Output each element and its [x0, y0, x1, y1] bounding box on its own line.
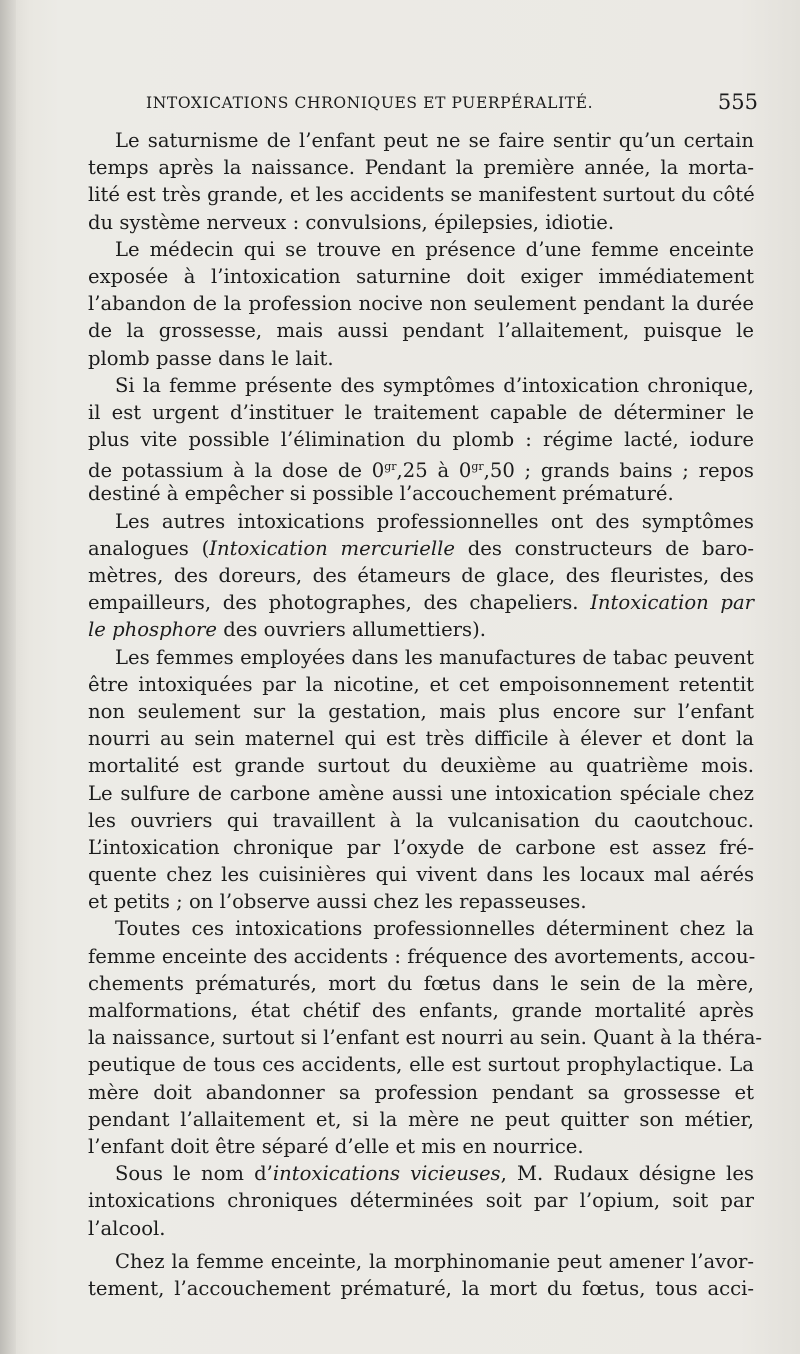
running-header-title: INTOXICATIONS CHRONIQUES ET PUERPÉRALITÉ. — [146, 94, 594, 112]
text-line: Les femmes employées dans les manufactures de tabac peuvent — [115, 645, 754, 669]
text-line: malformations, état chétif des enfants, grande mortalité après — [88, 999, 754, 1022]
text-line: quente chez les cuisinières qui vivent dans les locaux mal aérés — [88, 863, 754, 887]
text-line: l’abandon de la profession nocive non seulement pendant la durée — [88, 292, 754, 316]
paragraph-8 — [88, 1248, 754, 1302]
paragraph-5 — [88, 644, 754, 916]
text-line: L’intoxication chronique par l’oxyde de carbone est assez fré- — [88, 835, 754, 859]
text-line: mortalité est grande surtout du deuxième au quatrième mois. — [88, 754, 754, 778]
text-line-with-italic: empailleurs, des photographes, des chapeliers. Intoxication par — [88, 591, 754, 615]
text-line: et petits ; on l’observe aussi chez les repasseuses. — [88, 890, 587, 914]
text-line: destiné à empêcher si possible l’accouchement prématuré. — [88, 482, 674, 506]
text-line: mètres, des doreurs, des étameurs de glace, des fleuristes, des — [88, 564, 754, 587]
superscript-unit: gr — [471, 460, 484, 474]
italic-phrase: intoxications vicieuses — [272, 1162, 501, 1186]
superscript-unit: gr — [384, 460, 397, 474]
italic-phrase: Intoxication par — [590, 591, 754, 615]
text-line: Toutes ces intoxications professionnelles déterminent chez la — [115, 917, 754, 941]
paragraph-6 — [88, 915, 762, 1160]
text-line: temps après la naissance. Pendant la première année, la morta- — [88, 156, 754, 180]
text-line: femme enceinte des accidents : fréquence des avortements, accou- — [88, 944, 756, 968]
text-line-with-italic: analogues (Intoxication mercurielle des constructeurs de baro- — [88, 536, 755, 560]
text-line: peutique de tous ces accidents, elle est surtout prophylactique. La — [88, 1053, 754, 1077]
paragraph-2 — [88, 236, 754, 372]
body-text — [88, 127, 762, 1302]
text-line: nourri au sein maternel qui est très difficile à élever et dont la — [88, 727, 754, 751]
text-line: Si la femme présente des symptômes d’intoxication chronique, — [115, 373, 754, 397]
text-line: l’enfant doit être séparé d’elle et mis en nourrice. — [88, 1134, 584, 1158]
text-line: tement, l’accouchement prématuré, la mort du fœtus, tous acci- — [88, 1276, 754, 1300]
text-line: les ouvriers qui travaillent à la vulcanisation du caoutchouc. — [88, 808, 754, 832]
text-line: de la grossesse, mais aussi pendant l’allaitement, puisque le — [88, 319, 754, 343]
text-line: pendant l’allaitement et, si la mère ne peut quitter son métier, — [88, 1107, 754, 1131]
italic-phrase: Intoxication mercurielle — [209, 536, 456, 560]
text-line: intoxications chroniques déterminées soit par l’opium, soit par — [88, 1189, 754, 1213]
page-number: 555 — [717, 90, 758, 114]
text-line: du système nerveux : convulsions, épilepsies, idiotie. — [88, 210, 615, 234]
text-line: il est urgent d’instituer le traitement capable de déterminer le — [88, 400, 754, 424]
text-line: plus vite possible l’élimination du plomb : régime lacté, iodure — [88, 428, 754, 452]
text-line: plomb passe dans le lait. — [88, 346, 334, 370]
text-line: Le sulfure de carbone amène aussi une intoxication spéciale chez — [88, 781, 754, 805]
text-line: exposée à l’intoxication saturnine doit exiger immédiatement — [88, 264, 754, 288]
text-line: l’alcool. — [88, 1216, 166, 1240]
text-line: être intoxiquées par la nicotine, et cet empoisonnement retentit — [88, 672, 754, 696]
text-line-with-italic: Sous le nom d’intoxications vicieuses, M. Rudaux désigne les — [115, 1162, 754, 1186]
text-line: Chez la femme enceinte, la morphinomanie peut amener l’avor- — [115, 1249, 754, 1273]
paragraph-1 — [88, 127, 754, 236]
text-line: de potassium à la dose de $0^{gr},25$ à $0^{gr},50$ ; grands bains ; repos — [88, 459, 754, 483]
text-line: Le saturnisme de l’enfant peut ne se faire sentir qu’un certain — [115, 129, 754, 152]
text-line: non seulement sur la gestation, mais plus encore sur l’enfant — [88, 699, 754, 723]
text-line: mère doit abandonner sa profession pendant sa grossesse et — [88, 1080, 754, 1104]
paragraph-7 — [88, 1160, 754, 1242]
text-line: lité est très grande, et les accidents se manifestent surtout du côté — [88, 183, 755, 207]
paragraph-3 — [88, 372, 754, 508]
italic-phrase: le phosphore — [88, 618, 218, 642]
paragraph-4 — [88, 508, 754, 644]
text-line: chements prématurés, mort du fœtus dans le sein de la mère, — [88, 971, 754, 995]
text-line: la naissance, surtout si l’enfant est nourri au sein. Quant à la théra- — [88, 1026, 762, 1050]
text-line: Les autres intoxications professionnelles ont des symptômes — [115, 509, 754, 533]
text-line-with-italic: le phosphore des ouvriers allumettiers). — [88, 618, 486, 642]
page-binding-shadow — [0, 0, 16, 1354]
running-header — [146, 90, 758, 120]
text-line: Le médecin qui se trouve en présence d’une femme enceinte — [115, 237, 754, 261]
